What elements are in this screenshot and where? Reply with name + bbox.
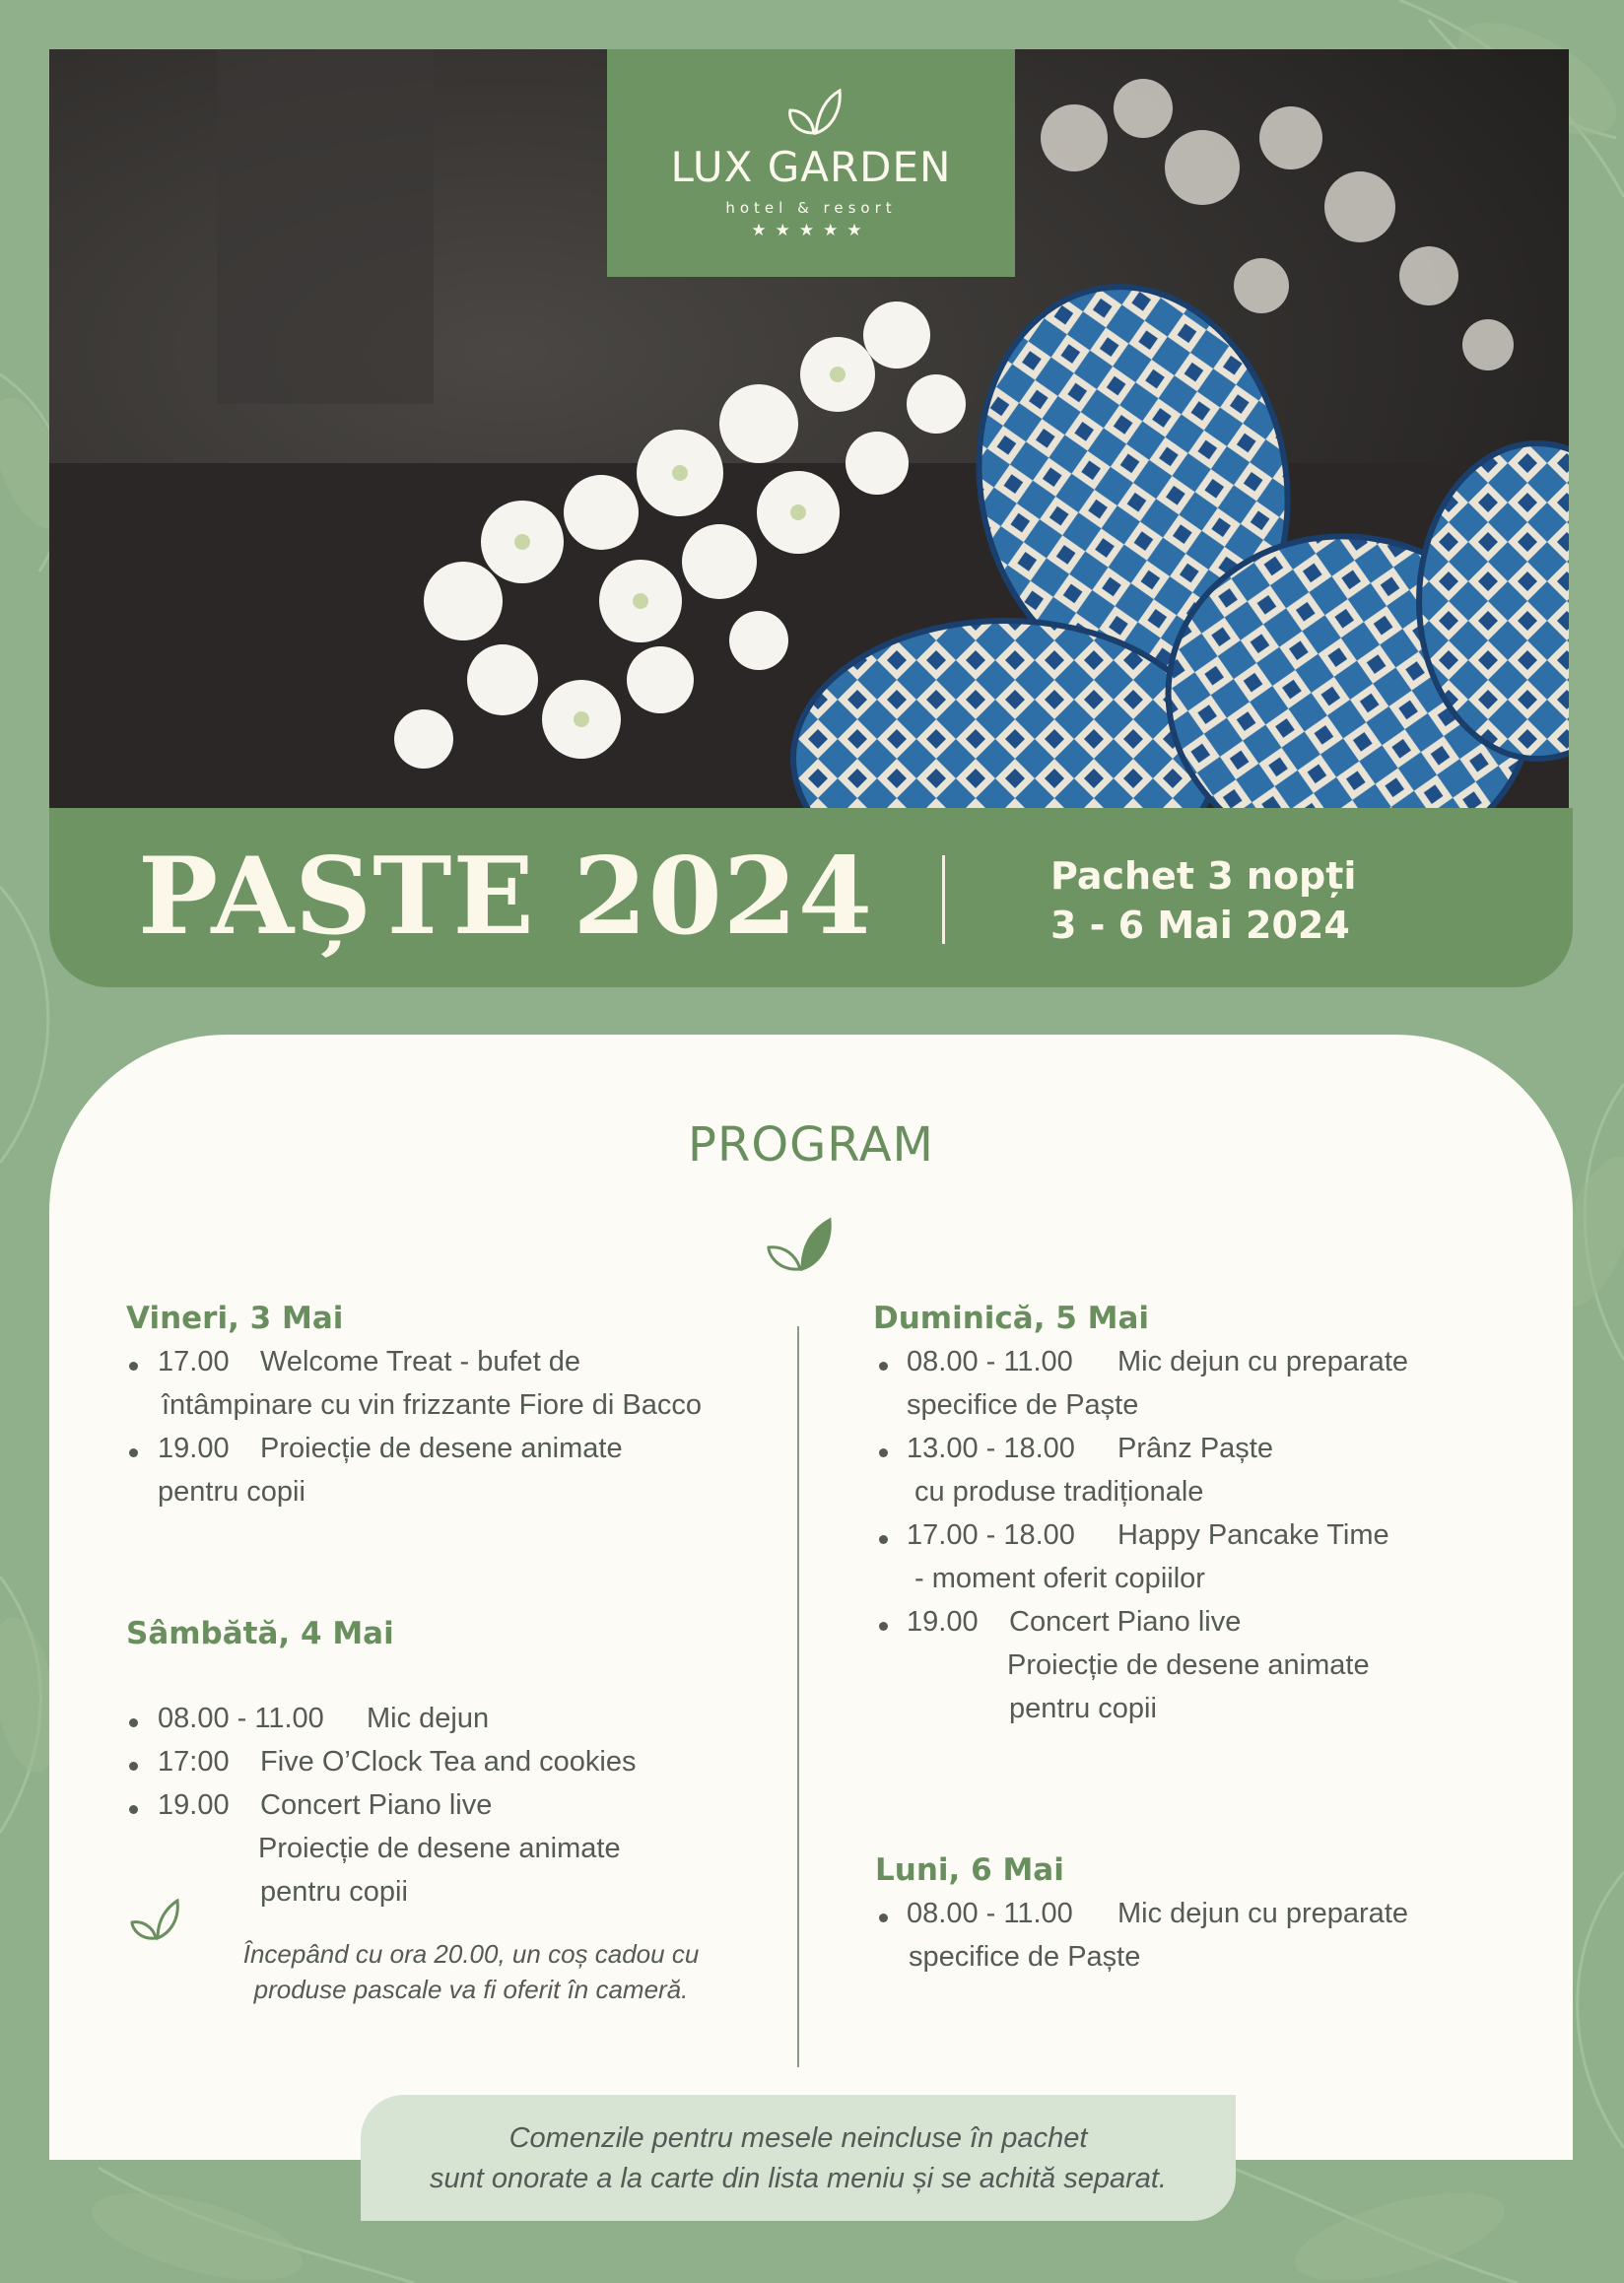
event-time: 13.00 - 18.00 (907, 1433, 1075, 1464)
event-text: - moment oferit copiilor (914, 1563, 1205, 1594)
package-label: Pachet 3 nopți (1050, 854, 1357, 898)
column-divider (797, 1326, 799, 2067)
event-text: Proiecție de desene animate (260, 1433, 623, 1464)
footer-note (361, 2095, 1236, 2221)
bullet (129, 1805, 138, 1814)
event-text: Mic dejun cu preparate (1117, 1346, 1408, 1377)
title-divider (942, 855, 945, 944)
event-text: întâmpinare cu vin frizzante Fiore di Bacco (162, 1389, 703, 1421)
event-text: Happy Pancake Time (1117, 1519, 1389, 1551)
event-text: Proiecție de desene animate (258, 1833, 621, 1864)
day-heading-saturday: Sâmbătă, 4 Mai (126, 1616, 394, 1651)
program-title: PROGRAM (688, 1117, 934, 1173)
event-text: cu produse tradiționale (914, 1476, 1204, 1508)
gift-note-line: Începând cu ora 20.00, un coș cadou cu (242, 1939, 700, 1969)
event-text: pentru copii (1009, 1693, 1157, 1724)
event-time: 17.00 - 18.00 (907, 1519, 1075, 1551)
event-time: 08.00 - 11.00 (907, 1898, 1073, 1929)
event-time: 17.00 (158, 1346, 230, 1377)
footer-line: Comenzile pentru mesele neincluse în pachet (508, 2122, 1088, 2154)
event-time: 19.00 (158, 1433, 230, 1464)
event-text: Mic dejun (367, 1703, 490, 1734)
event-text: specifice de Paște (907, 1389, 1139, 1421)
bullet (879, 1448, 888, 1457)
event-text: Concert Piano live (1009, 1606, 1242, 1638)
event-time: 19.00 (158, 1789, 230, 1821)
day-heading-monday: Luni, 6 Mai (875, 1852, 1064, 1888)
event-text: pentru copii (158, 1476, 305, 1508)
event-text: Concert Piano live (260, 1789, 493, 1821)
bullet (879, 1914, 888, 1922)
bullet (879, 1622, 888, 1631)
event-text: Mic dejun cu preparate (1117, 1898, 1408, 1929)
event-text: Five O’Clock Tea and cookies (260, 1746, 637, 1778)
package-info (1050, 851, 1356, 950)
event-text: Proiecție de desene animate (1007, 1649, 1370, 1681)
leaf-icon (765, 1216, 834, 1275)
gift-note-line: produse pascale va fi oferit în cameră. (253, 1975, 689, 2004)
event-time: 19.00 (907, 1606, 979, 1638)
event-time: 17:00 (158, 1746, 230, 1778)
logo-subtitle: hotel & resort (725, 199, 897, 217)
footer-line: sunt onorate a la carte din lista meniu și se achită separat. (430, 2163, 1167, 2194)
logo-name: LUX GARDEN (670, 143, 952, 191)
event-text: Prânz Paște (1117, 1433, 1273, 1464)
bullet (129, 1762, 138, 1771)
bullet (879, 1362, 888, 1371)
leaf-icon (130, 1899, 179, 1942)
day-heading-friday: Vineri, 3 Mai (126, 1301, 344, 1336)
leaf-icon (784, 89, 842, 138)
event-text: Welcome Treat - bufet de (260, 1346, 581, 1377)
event-time: 08.00 - 11.00 (158, 1703, 324, 1734)
title-banner (49, 808, 1573, 987)
event-text: specifice de Paște (909, 1941, 1141, 1973)
brand-logo (607, 49, 1015, 277)
bullet (129, 1362, 138, 1371)
logo-stars: ★★★★★ (751, 221, 871, 239)
gift-note (225, 1936, 717, 2007)
bullet (129, 1448, 138, 1457)
page-title: PAȘTE 2024 (138, 835, 874, 959)
event-text: pentru copii (260, 1876, 408, 1908)
program-card (49, 1035, 1573, 2160)
bullet (879, 1535, 888, 1544)
package-dates: 3 - 6 Mai 2024 (1050, 904, 1350, 947)
event-time: 08.00 - 11.00 (907, 1346, 1073, 1377)
bullet (129, 1718, 138, 1727)
day-heading-sunday: Duminică, 5 Mai (873, 1301, 1150, 1336)
